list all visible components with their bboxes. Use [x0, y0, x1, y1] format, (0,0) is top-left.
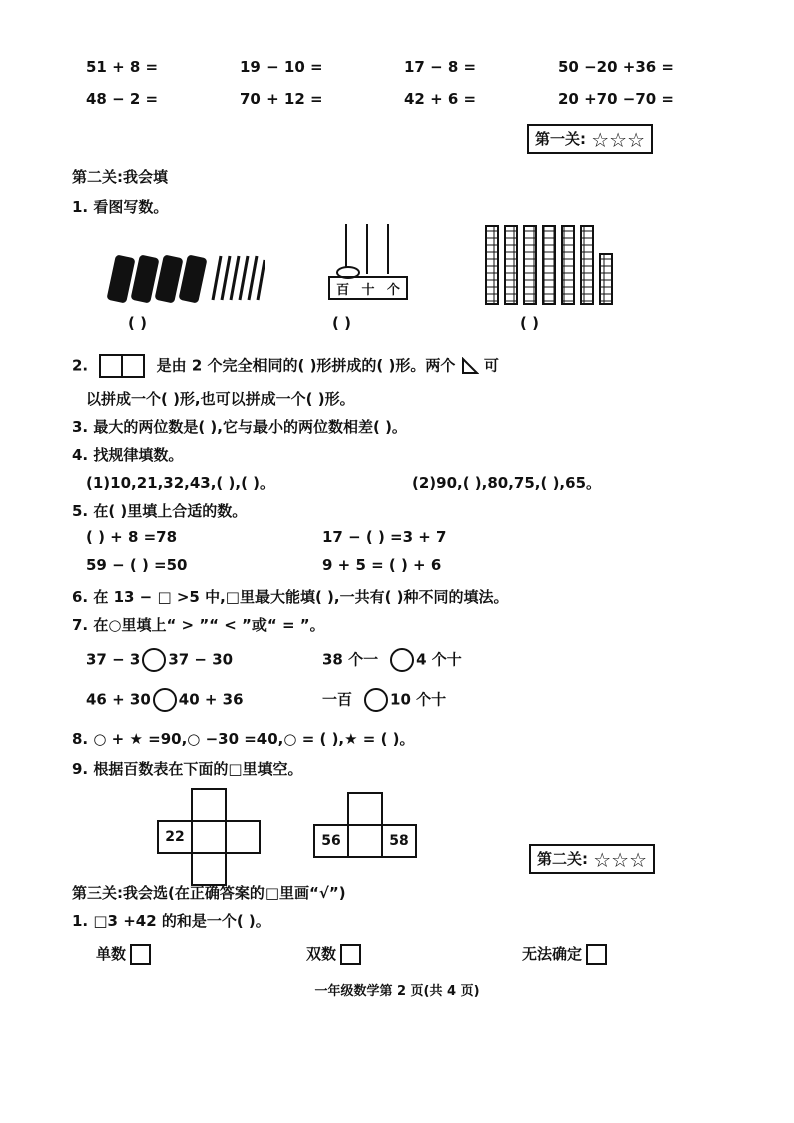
question-6: 6. 在 13 − □ >5 中,□里最大能填( ),一共有( )种不同的填法。	[72, 588, 509, 606]
page-footer: 一年级数学第 2 页(共 4 页)	[314, 984, 480, 999]
question-2	[72, 354, 499, 378]
q5-item-4: 9 + 5 = ( ) + 6	[322, 556, 442, 574]
triangle-icon	[461, 357, 479, 375]
option-checkbox[interactable]	[340, 944, 361, 965]
grid-cell-56: 56	[313, 824, 349, 858]
compare-circle[interactable]	[142, 648, 166, 672]
question-9: 9. 根据百数表在下面的□里填空。	[72, 760, 303, 778]
question-number: 2.	[72, 356, 89, 375]
star-icon: ☆	[591, 127, 610, 152]
grid-cell[interactable]	[191, 852, 227, 886]
section-3-title: 第三关:我会选(在正确答案的□里画“√”)	[72, 884, 346, 902]
option-uncertain: 无法确定	[522, 943, 607, 965]
grid-cell[interactable]	[225, 820, 261, 854]
grid-cell[interactable]	[347, 792, 383, 826]
abacus-label-ones: 个	[386, 282, 400, 298]
option-checkbox[interactable]	[586, 944, 607, 965]
question-8: 8. ○ + ★ =90,○ −30 =40,○ = ( ),★ = ( )。	[72, 730, 415, 748]
calc-2: 19 − 10 =	[240, 58, 323, 76]
option-checkbox[interactable]	[130, 944, 151, 965]
square-shape-icon	[99, 354, 123, 378]
q5-item-2: 17 − ( ) =3 + 7	[322, 528, 447, 546]
q7-item-4: 一百 10 个十	[322, 688, 446, 712]
section-2-title: 第二关:我会填	[72, 168, 168, 186]
answer-abacus[interactable]: ( )	[332, 314, 351, 332]
q5-item-1: ( ) + 8 =78	[86, 528, 178, 546]
badge-label: 第一关:	[535, 130, 586, 148]
answer-blocks[interactable]: ( )	[520, 314, 539, 332]
compare-circle[interactable]	[364, 688, 388, 712]
calc-4: 50 −20 +36 =	[558, 58, 674, 76]
answer-sticks[interactable]: ( )	[128, 314, 147, 332]
q7-item-3: 46 + 30 40 + 36	[86, 688, 244, 712]
question-7: 7. 在○里填上“ > ”“ < ”或“ = ”。	[72, 616, 325, 634]
star-icon: ☆	[593, 847, 612, 872]
sticks-picture	[105, 250, 265, 305]
grid-cell[interactable]	[191, 820, 227, 854]
number-grid-2	[313, 792, 423, 856]
abacus-label-tens: 十	[361, 282, 375, 298]
number-grid-1	[157, 788, 267, 884]
question-5: 5. 在( )里填上合适的数。	[72, 502, 248, 520]
grid-cell-22: 22	[157, 820, 193, 854]
star-icon: ☆	[627, 127, 646, 152]
question-3: 3. 最大的两位数是( ),它与最小的两位数相差( )。	[72, 418, 407, 436]
stage-badge-1	[527, 124, 653, 154]
star-icon: ☆	[629, 847, 648, 872]
star-icon: ☆	[609, 127, 628, 152]
option-even: 双数	[306, 943, 361, 965]
grid-cell[interactable]	[347, 824, 383, 858]
question-2-text: 是由 2 个完全相同的( )形拼成的( )形。两个	[156, 356, 456, 375]
badge-label: 第二关:	[537, 850, 588, 868]
calc-8: 20 +70 −70 =	[558, 90, 674, 108]
grid-cell-58: 58	[381, 824, 417, 858]
q7-item-2: 38 个一 4 个十	[322, 648, 462, 672]
q7-item-1: 37 − 3 37 − 30	[86, 648, 233, 672]
blocks-picture	[484, 224, 624, 308]
compare-circle[interactable]	[153, 688, 177, 712]
calc-7: 42 + 6 =	[404, 90, 477, 108]
stage-badge-2	[529, 844, 655, 874]
question-4-1: (1)10,21,32,43,( ),( )。	[86, 474, 276, 492]
option-odd: 单数	[96, 943, 151, 965]
calc-6: 70 + 12 =	[240, 90, 323, 108]
calc-3: 17 − 8 =	[404, 58, 477, 76]
calc-1: 51 + 8 =	[86, 58, 159, 76]
star-icon: ☆	[611, 847, 630, 872]
question-4-2: (2)90,( ),80,75,( ),65。	[412, 474, 602, 492]
section-3-question-1: 1. □3 +42 的和是一个( )。	[72, 912, 271, 930]
grid-cell[interactable]	[191, 788, 227, 822]
compare-circle[interactable]	[390, 648, 414, 672]
question-2-line-2: 以拼成一个( )形,也可以拼成一个( )形。	[86, 390, 355, 408]
q5-item-3: 59 − ( ) =50	[86, 556, 188, 574]
abacus-label-hundreds: 百	[336, 282, 350, 298]
question-2-end: 可	[483, 356, 499, 375]
question-1: 1. 看图写数。	[72, 198, 169, 216]
square-shape-icon	[123, 354, 145, 378]
calc-5: 48 − 2 =	[86, 90, 159, 108]
question-4: 4. 找规律填数。	[72, 446, 184, 464]
abacus-picture	[328, 224, 408, 300]
